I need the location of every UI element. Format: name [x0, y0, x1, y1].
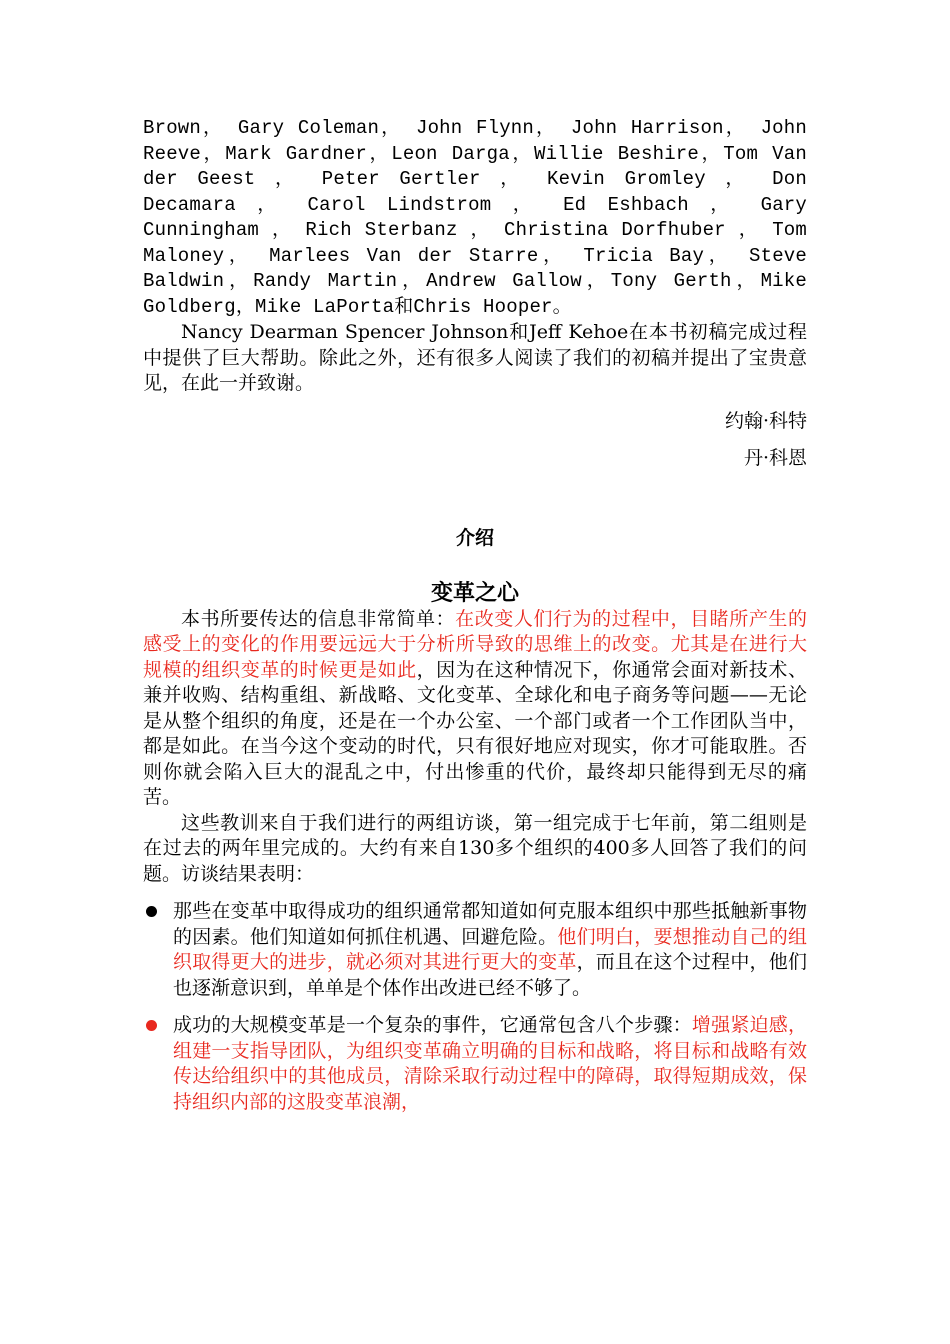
findings-list [143, 899, 807, 1115]
intro-heading: 介绍 [455, 526, 494, 549]
list-item [143, 1013, 807, 1115]
bullet1-rest: ，而且在这个过程中，他们也逐渐意识到，单单是个体作出改进已经不够了。 [173, 951, 807, 999]
p1-lead: 本书所要传达的信息非常简单： [181, 607, 456, 630]
acknowledgement-paragraph: Nancy Dearman Spencer Johnson和Jeff Kehoe在本书初稿完成过程中提供了巨大帮助。除此之外，还有很多人阅读了我们的初稿并提出了宝贵意见，在此一并致谢。 [143, 321, 807, 394]
bullet-dot-icon [146, 1020, 157, 1031]
bullet1-lead: 那些在变革中取得成功的组织通常都知道如何克服本组织中那些抵触新事物的因素。他们知道如何抓住机遇、回避危险。 [173, 900, 807, 948]
paragraph-interviews: 这些教训来自于我们进行的两组访谈，第一组完成于七年前，第二组则是在过去的两年里完成的。大约有来自130多个组织的400多人回答了我们的问题。访谈结果表明： [143, 811, 807, 885]
bullet2-lead: 成功的大规模变革是一个复杂的事件，它通常包含八个步骤： [173, 1014, 692, 1036]
p1-rest: ，因为在这种情况下，你通常会面对新技术、兼并收购、结构重组、新战略、文化变革、全球化和电子商务等问题——无论是从整个组织的角度，还是在一个办公室、一个部门或者一个工作团队当中，都是如此。在当今这个变动的时代，只有很好地应对现实，你才可能取胜。否则你就会陷入巨大的混乱之中，付出惨重的代价，最终却只能得到无尽的痛苦。 [143, 658, 807, 808]
bullet-dot-icon [146, 906, 157, 917]
signature-author-2: 丹·科恩 [743, 447, 807, 469]
list-item [143, 899, 807, 1001]
bullet1-highlight: 他们明白，要想推动自己的组织取得更大的进步，就必须对其进行更大的变革 [173, 925, 807, 973]
paragraph-core-message [143, 607, 807, 811]
bullet2-highlight: 增强紧迫感，组建一支指导团队，为组织变革确立明确的目标和战略，将目标和战略有效传达给组织中的其他成员，清除采取行动过程中的障碍，取得短期成效，保持组织内部的这股变革浪潮， [173, 1014, 807, 1113]
signature-author-1: 约翰·科特 [724, 409, 807, 432]
p1-highlight: 在改变人们行为的过程中，目睹所产生的感受上的变化的作用要远远大于分析所导致的思维上的改变。尤其是在进行大规模的组织变革的时候更是如此 [143, 607, 807, 681]
chapter-title: 变革之心 [430, 580, 519, 606]
acknowledged-names: Brown， Gary Coleman， John Flynn， John Harrison， John Reeve，Mark Gardner，Leon Darga，Willie Beshire，Tom Van der Geest ， Peter Gertler ， Kevin Gromley ， Don Decamara ， Carol Lindstrom ， Ed Eshbach ， Gary Cunningham ， Rich Sterbanz ， Christina Dorfhuber ， Tom Maloney， Marlees Van der Starre， Tricia Bay， Steve Baldwin，Randy Martin，Andrew Gallow，Tony Gerth，Mike Goldberg，Mike LaPorta和Chris Hooper。 [143, 117, 807, 318]
document-page [143, 116, 807, 1127]
